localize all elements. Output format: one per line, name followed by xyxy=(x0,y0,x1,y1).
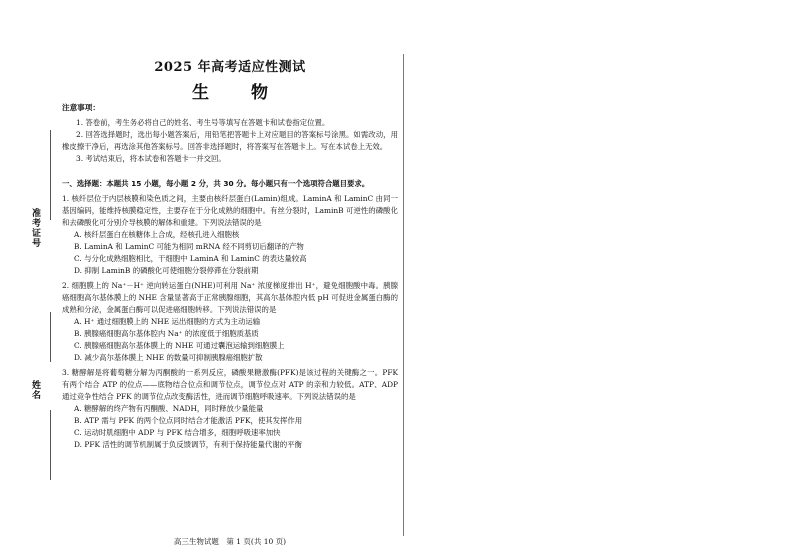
note-item: 2. 回答选择题时，选出每小题答案后，用铅笔把答题卡上对应题目的答案标号涂黑。如需改动，用橡皮擦干净后，再选涂其他答案标号。回答非选择题时，将答案写在答题卡上。写在本试卷上无效。 xyxy=(62,130,398,151)
question-1 xyxy=(62,193,398,277)
option-a: A. 核纤层蛋白在核糖体上合成，经核孔进入细胞核 xyxy=(74,230,240,239)
question-stem: 3. 糖酵解是将葡萄糖分解为丙酮酸的一系列反应，磷酸果糖激酶(PFK)是该过程的关键酶之一。PFK 有两个结合 ATP 的位点——底物结合位点和调节位点，调节位点对 ATP 的亲和力较低。ATP、ADP 通过竞争性结合 PFK 的调节位点改变酶活性，进而调节细胞呼吸速率。下列说法错误的是 xyxy=(62,368,398,401)
binding-line xyxy=(50,312,51,362)
option-b: B. 胰腺癌细胞高尔基体腔内 Na⁺ 的浓度低于细胞质基质 xyxy=(74,329,259,338)
option-d: D. PFK 活性的调节机制属于负反馈调节，有利于保持能量代谢的平衡 xyxy=(74,440,302,449)
question-3 xyxy=(62,367,398,451)
question-2 xyxy=(62,280,398,364)
exam-content xyxy=(62,102,398,451)
subject-title: 生 物 xyxy=(192,83,286,103)
option-c: C. 胰腺癌细胞高尔基体膜上的 NHE 可通过囊泡运输到细胞膜上 xyxy=(74,341,285,350)
question-stem: 2. 细胞膜上的 Na⁺－H⁺ 逆向转运蛋白(NHE)可利用 Na⁺ 浓度梯度排出 H⁺，避免细胞酸中毒。胰腺癌细胞高尔基体膜上的 NHE 含量显著高于正常胰腺细胞，其高尔基体腔内低 pH 可促进金属蛋白酶的成熟和分泌，金属蛋白酶可以促进癌细胞转移。下列说法错误的是 xyxy=(62,281,398,314)
notes-heading: 注意事项： xyxy=(62,103,100,112)
option-b: B. ATP 需与 PFK 的两个位点同时结合才能激活 PFK，使其发挥作用 xyxy=(74,416,303,425)
page-divider xyxy=(403,54,404,536)
option-c: C. 与分化成熟细胞相比，干细胞中 LaminA 和 LaminC 的表达量较高 xyxy=(74,254,307,263)
page-footer: 高三生物试题 第 1 页(共 10 页) xyxy=(173,537,287,546)
exam-page xyxy=(62,0,398,558)
option-a: A. H⁺ 通过细胞膜上的 NHE 运出细胞的方式为主动运输 xyxy=(74,317,261,326)
option-d: D. 减少高尔基体膜上 NHE 的数量可抑制胰腺癌细胞扩散 xyxy=(74,353,263,362)
option-b: B. LaminA 和 LaminC 可能为相同 mRNA 经不同剪切后翻译的产物 xyxy=(74,242,304,251)
binding-line xyxy=(50,410,51,480)
option-c: C. 运动时肌细胞中 ADP 与 PFK 结合增多，细胞呼吸速率加快 xyxy=(74,428,281,437)
exam-title: 2025 年高考适应性测试 xyxy=(154,60,306,75)
student-name-label: 姓名 xyxy=(30,380,40,400)
option-a: A. 糖酵解的终产物有丙酮酸、NADH，同时释放少量能量 xyxy=(74,404,264,413)
note-item: 3. 考试结束后，将本试卷和答题卡一并交回。 xyxy=(76,154,226,163)
question-stem: 1. 核纤层位于内层核膜和染色质之间，主要由核纤层蛋白(Lamin)组成。LaminA 和 LaminC 由同一基因编码，能维持核膜稳定性，主要存在于分化成熟的细胞中。有丝分裂时，LaminB 可逆性的磷酸化和去磷酸化可分别介导核膜的解体和重建。下列说法错误的是 xyxy=(62,194,398,227)
binding-margin xyxy=(0,0,60,558)
option-d: D. 抑制 LaminB 的磷酸化可使细胞分裂停滞在分裂前期 xyxy=(74,266,259,275)
exam-number-label: 准考证号 xyxy=(30,208,40,248)
section-heading: 一、选择题：本题共 15 小题，每小题 2 分，共 30 分。每小题只有一个选项符合题目要求。 xyxy=(62,179,370,188)
binding-line xyxy=(50,130,51,220)
note-item: 1. 答卷前，考生务必将自己的姓名、考生号等填写在答题卡和试卷指定位置。 xyxy=(76,118,330,127)
